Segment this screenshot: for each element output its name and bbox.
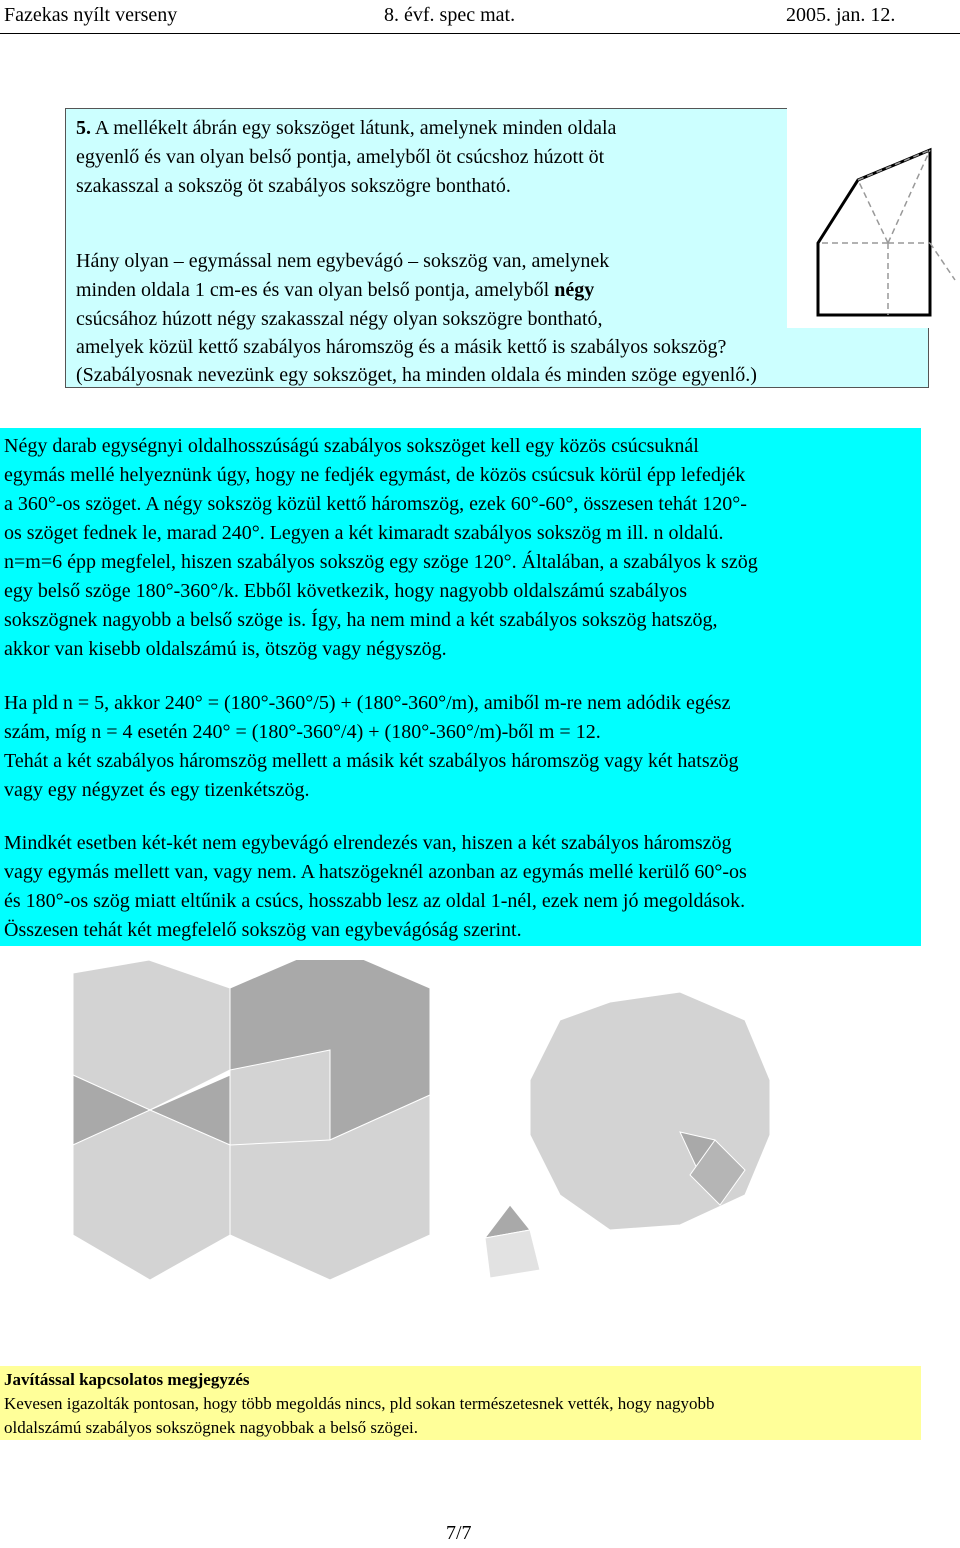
grading-note-box [0, 1366, 921, 1440]
header-date: 2005. jan. 12. [786, 4, 896, 26]
problem-line-5 [76, 276, 594, 305]
header-rule [0, 33, 960, 34]
solution-line: os szöget fednek le, marad 240°. Legyen a két kimaradt szabályos sokszög m ill. n oldalú. [4, 522, 724, 544]
problem-line-1 [76, 114, 616, 143]
header-grade: 8. évf. spec mat. [384, 4, 516, 26]
solution-line: Négy darab egységnyi oldalhosszúságú szabályos sokszöget kell egy közös csúcsuknál [4, 435, 699, 457]
solution-line: a 360°-os szöget. A négy sokszög közül kettő háromszög, ezek 60°-60°, összesen tehát 120°- [4, 493, 747, 515]
solution-line: vagy egymás mellett van, vagy nem. A hatszögeknél azonban az egymás mellé kerülő 60°-os [4, 861, 747, 883]
problem-text-5: minden oldala 1 cm-es és van olyan belső pontja, amelyből [76, 279, 555, 301]
problem-number: 5. [76, 117, 91, 139]
problem-line-3: szakasszal a sokszög öt szabályos sokszögre bontható. [76, 175, 511, 197]
solution-line: szám, míg n = 4 esetén 240° = (180°-360°/4) + (180°-360°/m)-ből m = 12. [4, 721, 601, 743]
page-number: 7/7 [446, 1522, 472, 1544]
solution-line: sokszögnek nagyobb a belső szöge is. Így, ha nem mind a két szabályos sokszög hatszög, [4, 609, 718, 631]
grading-note-line-2: oldalszámú szabályos sokszögnek nagyobbak a belső szögei. [4, 1418, 419, 1437]
solution-box [0, 428, 921, 946]
square-small-left [485, 1230, 540, 1278]
pentagon-figure [800, 140, 960, 320]
grading-note-line-1: Kevesen igazolták pontosan, hogy több megoldás nincs, pld sokan természetesnek vették, hogy nagyobb [4, 1394, 715, 1413]
solution-line: vagy egy négyzet és egy tizenkétszög. [4, 779, 310, 801]
problem-line-8: (Szabályosnak nevezünk egy sokszöget, ha minden oldala és minden szöge egyenlő.) [76, 364, 757, 386]
grading-note-title: Javítással kapcsolatos megjegyzés [4, 1370, 250, 1389]
problem-line-2: egyenlő és van olyan belső pontja, amelyből öt csúcshoz húzott öt [76, 146, 605, 168]
solution-line: n=m=6 épp megfelel, hiszen szabályos sokszög egy szöge 120°. Általában, a szabályos k szög [4, 551, 758, 573]
solution-line: akkor van kisebb oldalszámú is, ötszög vagy négyszög. [4, 638, 447, 660]
solution-line: egymás mellé helyeznünk úgy, hogy ne fedjék egymást, de közös csúcsuk körül épp lefedjék [4, 464, 746, 486]
problem-line-7: amelyek közül kettő szabályos háromszög és a másik kettő is szabályos sokszög? [76, 336, 727, 358]
problem-line-6: csúcsához húzott négy szakasszal négy olyan sokszögre bontható, [76, 308, 603, 330]
solution-line: Ha pld n = 5, akkor 240° = (180°-360°/5) + (180°-360°/m), amiből m-re nem adódik egész [4, 692, 731, 714]
solution-line: és 180°-os szög miatt eltűnik a csúcs, hosszabb lesz az oldal 1-nél, ezek nem jó megoldások. [4, 890, 746, 912]
solution-figures [0, 960, 960, 1300]
outer-polygon [818, 150, 930, 315]
header-competition: Fazekas nyílt verseny [4, 4, 178, 26]
solution-line: Tehát a két szabályos háromszög mellett a másik két szabályos háromszög vagy két hatszög [4, 750, 739, 772]
problem-line-4: Hány olyan – egymással nem egybevágó – sokszög van, amelynek [76, 250, 610, 272]
solution-line: Összesen tehát két megfelelő sokszög van egybevágóság szerint. [4, 919, 522, 941]
solution-line: Mindkét esetben két-két nem egybevágó elrendezés van, hiszen a két szabályos háromszög [4, 832, 732, 854]
hexagon-bottom-left [73, 1110, 230, 1280]
problem-bold-word: négy [554, 279, 595, 301]
solution-line: egy belső szöge 180°-360°/k. Ebből következik, hogy nagyobb oldalszámú szabályos [4, 580, 688, 602]
problem-text-1: A mellékelt ábrán egy sokszöget látunk, amelynek minden oldala [91, 117, 617, 139]
dodecagon [530, 992, 770, 1230]
